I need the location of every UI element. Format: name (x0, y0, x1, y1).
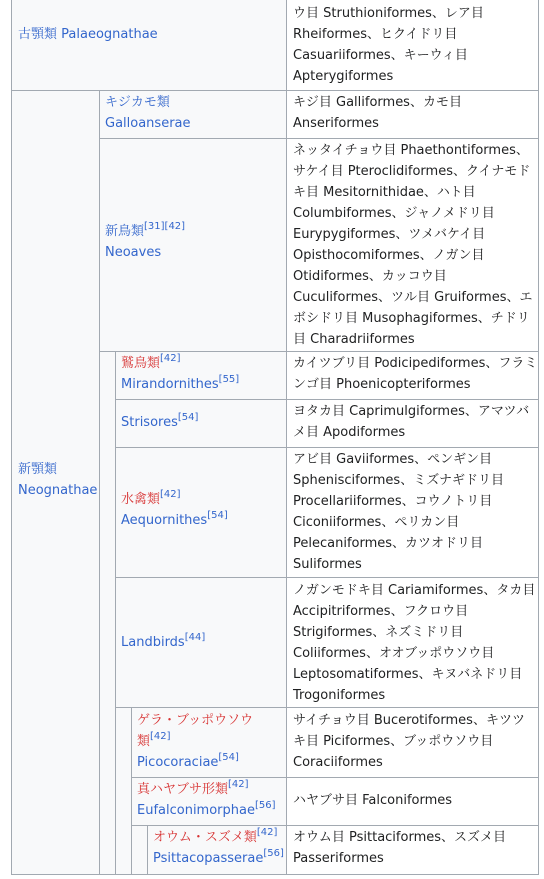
group-psittacopasserae (153, 827, 284, 869)
order-line: サイチョウ目 Bucerotiformes、キツツ (293, 713, 525, 728)
mirandornithes-latin-ref[interactable]: [55] (218, 374, 240, 385)
neoaves-orders (293, 140, 539, 350)
palaeognathae-ja-link[interactable]: 古顎類 (18, 27, 58, 42)
eufalconimorphae-latin-link[interactable]: Eufalconimorphae (137, 803, 255, 818)
mirandornithes-latin-link[interactable]: Mirandornithes (121, 377, 219, 392)
order-line: Eurypygiformes、ツメバケイ目 (293, 227, 486, 242)
mirandornithes-ja-ref[interactable]: [42] (160, 353, 181, 364)
order-line: Procellariiformes、コウノトリ目 (293, 494, 493, 509)
group-landbirds (121, 632, 205, 653)
galloanserae-latin-link[interactable]: Galloanserae (105, 116, 191, 131)
order-line: 目 Charadriiformes (293, 332, 415, 347)
order-line: Strigiformes、ネズミドリ目 (293, 625, 464, 640)
order-line: キ目 Mesitornithidae、ハト目 (293, 185, 476, 200)
picocoraciae-ja-link[interactable]: ゲラ・ブッポウソウ (137, 713, 254, 728)
palaeognathae-orders (293, 3, 539, 87)
order-line: Cuculiformes、ツル目 Gruiformes、エ (293, 290, 533, 305)
order-line: メ目 Apodiformes (293, 425, 406, 440)
eufalconimorphae-ja-ref[interactable]: [42] (228, 779, 249, 790)
order-line: Trogoniformes (293, 688, 386, 703)
order-line: オウム目 Psittaciformes、スズメ目 (293, 830, 506, 845)
psittacopasserae-latin-link[interactable]: Psittacopasserae (153, 851, 264, 866)
landbirds-orders (293, 580, 539, 706)
group-eufalconimorphae (137, 779, 276, 821)
group-mirandornithes (121, 353, 239, 395)
aequornithes-latin-ref[interactable]: [54] (207, 510, 228, 521)
galloanserae-orders (293, 92, 539, 134)
order-line: Opisthocomiformes、ノガン目 (293, 248, 485, 263)
picocoraciae-latin-link[interactable]: Picocoraciae (137, 755, 219, 770)
order-line: ンゴ目 Phoenicopteriformes (293, 377, 471, 392)
psittacopasserae-ja-link[interactable]: オウム・スズメ類 (153, 830, 257, 845)
neoaves-latin-link[interactable]: Neoaves (105, 245, 162, 260)
group-neoaves (105, 221, 185, 263)
order-line: Suliformes (293, 557, 362, 572)
neognathae-latin-link[interactable]: Neognathae (18, 483, 98, 498)
strisores-orders (293, 401, 539, 443)
order-line: Apterygiformes (293, 69, 394, 84)
aequornithes-orders (293, 449, 539, 575)
aequornithes-latin-link[interactable]: Aequornithes (121, 513, 208, 528)
order-line: サケイ目 Pteroclidiformes、クイナモド (293, 164, 531, 179)
palaeognathae-latin-link[interactable]: Palaeognathae (61, 27, 158, 42)
picocoraciae-latin-ref[interactable]: [54] (218, 752, 239, 763)
mirandornithes-orders (293, 353, 539, 395)
psittacopasserae-orders (293, 827, 539, 869)
order-line: Sphenisciformes、ミズナギドリ目 (293, 473, 504, 488)
order-line: ハヤブサ目 Falconiformes (293, 793, 453, 808)
eufalconimorphae-latin-ref[interactable]: [56] (254, 800, 276, 811)
order-line: Accipitriformes、フクロウ目 (293, 604, 469, 619)
order-line: ネッタイチョウ目 Phaethontiformes、 (293, 143, 529, 158)
mirandornithes-ja-link[interactable]: 鷲鳥類 (121, 356, 161, 371)
psittacopasserae-latin-ref[interactable]: [56] (263, 848, 284, 859)
order-line: Otidiformes、カッコウ目 (293, 269, 447, 284)
picocoraciae-orders (293, 710, 539, 773)
order-line: ウ目 Struthioniformes、レア目 (293, 6, 484, 21)
order-line: ボシドリ目 Musophagiformes、チドリ (293, 311, 530, 326)
order-line: Coliiformes、オオブッポウソウ目 (293, 646, 495, 661)
neoaves-ref[interactable]: [31][42] (144, 221, 186, 232)
eufalconimorphae-ja-link[interactable]: 真ハヤブサ形類 (137, 782, 229, 797)
order-line: Pelecaniformes、カツオドリ目 (293, 536, 484, 551)
group-aequornithes (121, 489, 228, 531)
neoaves-ja-link[interactable]: 新鳥類 (105, 224, 145, 239)
order-line: Passeriformes (293, 851, 384, 866)
order-line: Leptosomatiformes、キヌバネドリ目 (293, 667, 523, 682)
galloanserae-ja-link[interactable]: キジカモ類 (105, 95, 170, 110)
group-palaeognathae (18, 24, 158, 45)
order-line: アビ目 Gaviiformes、ペンギン目 (293, 452, 493, 467)
order-line: Anseriformes (293, 116, 379, 131)
order-line: ノガンモドキ目 Cariamiformes、タカ目 (293, 583, 536, 598)
neognathae-ja-link[interactable]: 新顎類 (18, 462, 58, 477)
landbirds-latin-link[interactable]: Landbirds (121, 635, 185, 650)
order-line: Columbiformes、ジャノメドリ目 (293, 206, 495, 221)
aequornithes-ja-ref[interactable]: [42] (160, 489, 181, 500)
eufalconimorphae-orders (293, 790, 539, 811)
strisores-ref[interactable]: [54] (177, 412, 199, 423)
group-picocoraciae (137, 710, 253, 773)
psittacopasserae-ja-ref[interactable]: [42] (256, 827, 278, 838)
order-line: キ目 Piciformes、ブッポウソウ目 (293, 734, 494, 749)
picocoraciae-ja-link-cont[interactable]: 類 (137, 734, 151, 749)
strisores-latin-link[interactable]: Strisores (121, 415, 178, 430)
landbirds-ref[interactable]: [44] (184, 632, 206, 643)
group-neognathae (18, 459, 97, 501)
order-line: Rheiformes、ヒクイドリ目 (293, 27, 458, 42)
group-strisores (121, 412, 198, 433)
picocoraciae-ja-ref[interactable]: [42] (150, 731, 171, 742)
order-line: Ciconiiformes、ペリカン目 (293, 515, 460, 530)
group-galloanserae (105, 92, 191, 134)
order-line: Casuariiformes、キーウィ目 (293, 48, 468, 63)
order-line: ヨタカ目 Caprimulgiformes、アマツバ (293, 404, 530, 419)
aequornithes-ja-link[interactable]: 水禽類 (121, 492, 161, 507)
order-line: キジ目 Galliformes、カモ目 (293, 95, 462, 110)
order-line: カイツブリ目 Podicipediformes、フラミ (293, 356, 538, 371)
order-line: Coraciiformes (293, 755, 383, 770)
